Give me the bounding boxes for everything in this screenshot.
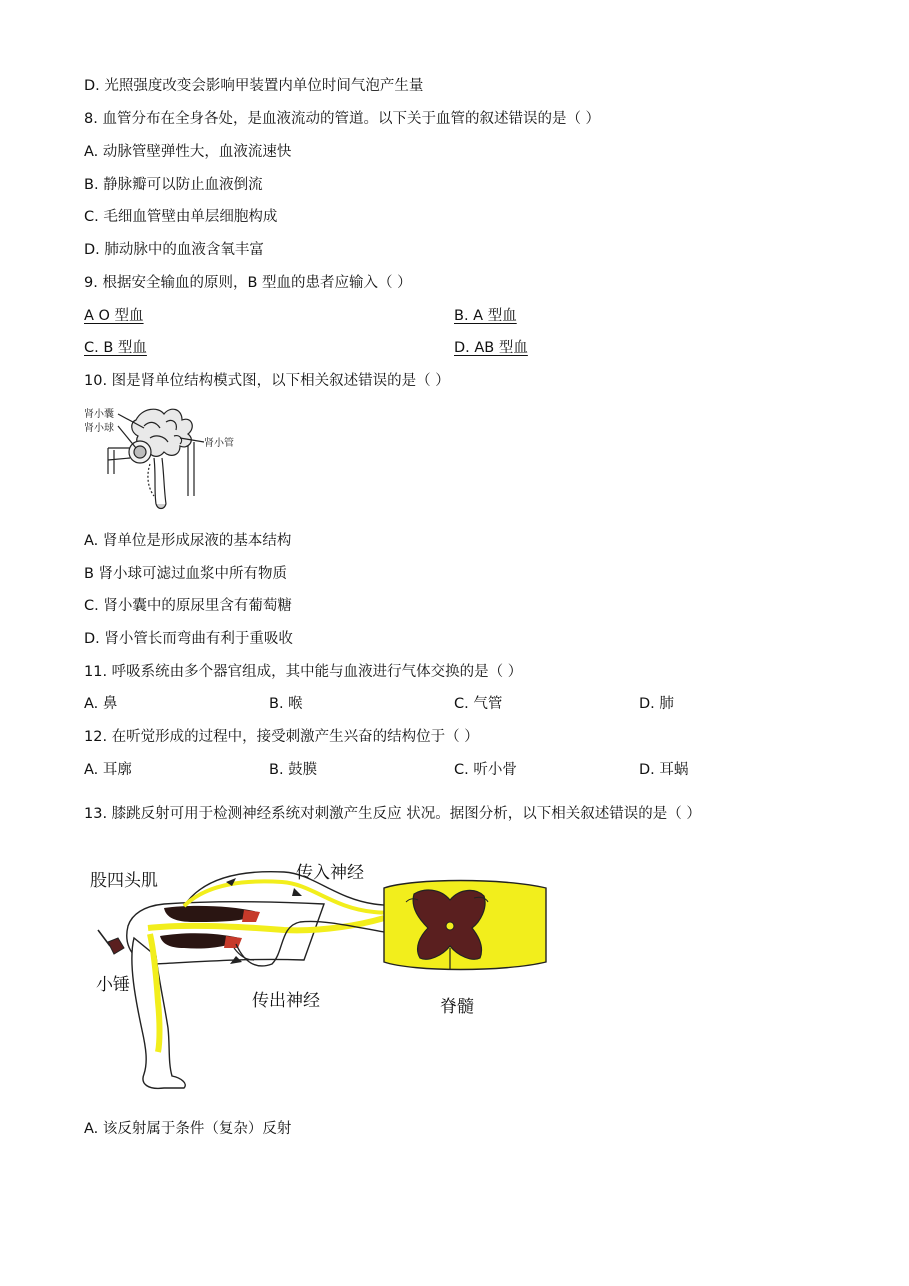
q10-option-c: C. 肾小囊中的原尿里含有葡萄糖 (84, 598, 292, 614)
q13-stem: 13. 膝跳反射可用于检测神经系统对刺激产生反应 状况。据图分析，以下相关叙述错误的是（ ） (84, 806, 701, 822)
q8-option-d: D. 肺动脉中的血液含氧丰富 (84, 242, 264, 258)
q10-option-b: B 肾小球可滤过血浆中所有物质 (84, 566, 288, 582)
label-spinal-cord: 脊髓 (440, 997, 474, 1017)
q10-stem: 10. 图是肾单位结构模式图，以下相关叙述错误的是（ ） (84, 373, 450, 389)
q9-option-c: C. B 型血 (84, 340, 147, 356)
q11-stem: 11. 呼吸系统由多个器官组成，其中能与血液进行气体交换的是（ ） (84, 664, 523, 680)
q11-option-a: A. 鼻 (84, 696, 118, 712)
q12-option-b: B. 鼓膜 (269, 762, 318, 778)
q12-stem: 12. 在听觉形成的过程中，接受刺激产生兴奋的结构位于（ ） (84, 729, 479, 745)
q9-stem: 9. 根据安全输血的原则，B 型血的患者应输入（ ） (84, 275, 412, 291)
q9-option-a: A O 型血 (84, 308, 144, 324)
q7-option-d: D. 光照强度改变会影响甲装置内单位时间气泡产生量 (84, 78, 424, 94)
q8-option-c: C. 毛细血管壁由单层细胞构成 (84, 209, 278, 225)
label-afferent-nerve: 传入神经 (296, 863, 364, 883)
q11-option-b: B. 喉 (269, 696, 303, 712)
q8-option-b: B. 静脉瓣可以防止血液倒流 (84, 177, 263, 193)
q10-option-a: A. 肾单位是形成尿液的基本结构 (84, 533, 292, 549)
label-renal-tubule: 肾小管 (204, 438, 234, 449)
q12-option-c: C. 听小骨 (454, 762, 517, 778)
q11-option-d: D. 肺 (639, 696, 674, 712)
q8-stem: 8. 血管分布在全身各处，是血液流动的管道。以下关于血管的叙述错误的是（ ） (84, 111, 601, 127)
q10-option-d: D. 肾小管长而弯曲有利于重吸收 (84, 631, 293, 647)
q8-option-a: A. 动脉管壁弹性大，血液流速快 (84, 144, 292, 160)
label-quadriceps: 股四头肌 (90, 871, 158, 891)
label-efferent-nerve: 传出神经 (252, 991, 320, 1011)
label-hammer: 小锤 (96, 975, 130, 995)
nephron-figure (84, 404, 244, 516)
label-glomerulus: 肾小球 (84, 423, 114, 434)
knee-jerk-figure (84, 852, 554, 1094)
q13-option-a: A. 该反射属于条件（复杂）反射 (84, 1121, 292, 1137)
q9-option-b: B. A 型血 (454, 308, 517, 324)
q9-option-d: D. AB 型血 (454, 340, 528, 356)
q12-option-d: D. 耳蜗 (639, 762, 689, 778)
label-renal-capsule: 肾小囊 (84, 409, 114, 420)
q11-option-c: C. 气管 (454, 696, 503, 712)
q12-option-a: A. 耳廓 (84, 762, 132, 778)
